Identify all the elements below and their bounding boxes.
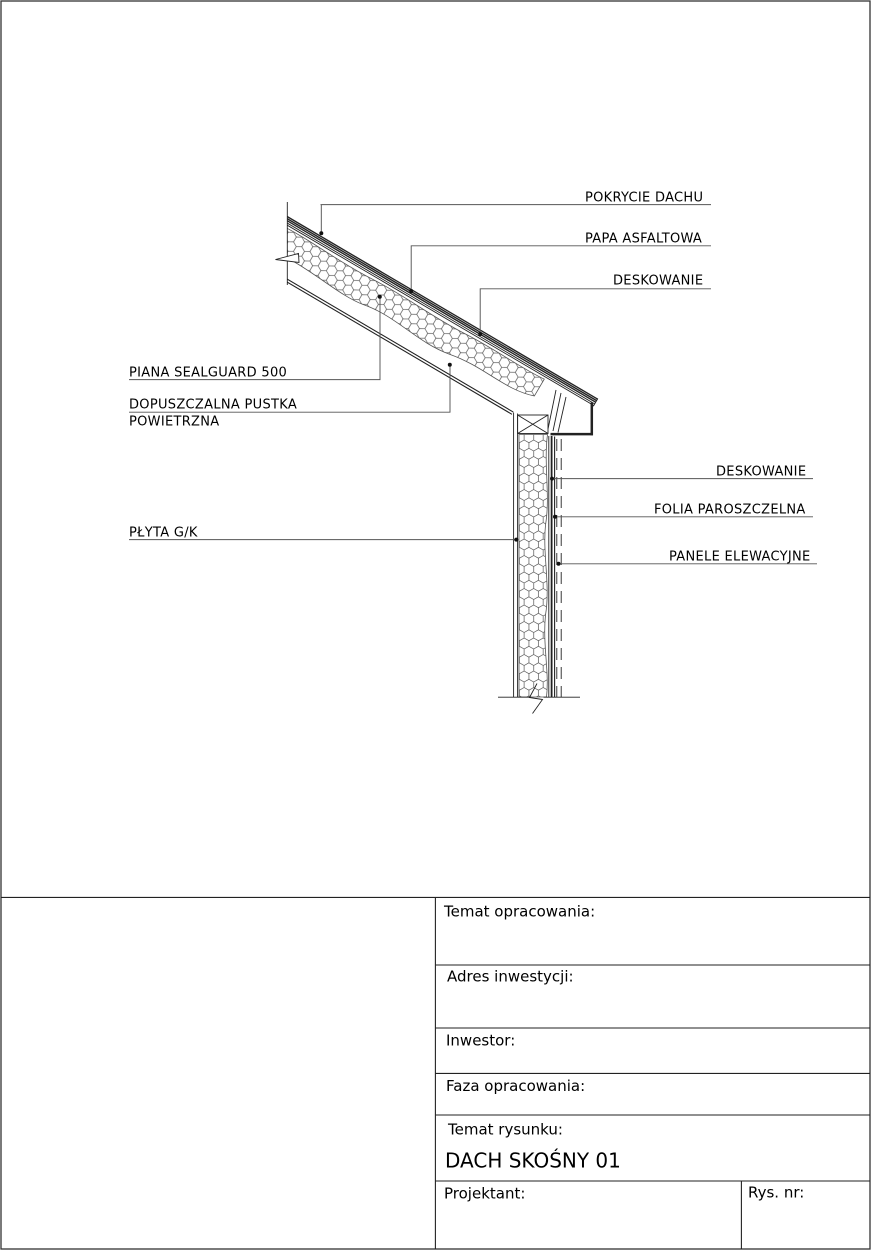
roof-covering-line-2 [281,215,596,401]
callout-folia-paroszczelna [553,503,813,519]
titleblock-temat-rysunku: Temat rysunku: [448,1120,563,1139]
leader-dot [550,477,554,481]
wall-foam-insulation [519,435,548,698]
leader-dot [319,231,323,235]
titleblock-faza-opracowania: Faza opracowania: [446,1077,586,1095]
callout-deskowanie-roof [478,274,711,337]
callout-piana-sealguard [129,295,382,381]
callout-label-folia: FOLIA PAROSZCZELNA [654,502,806,518]
roof-ceiling-board-line-1 [255,260,514,412]
wall-top-plate [518,415,548,434]
drawing-title: DACH SKOŚNY 01 [445,1148,621,1173]
callout-pokrycie-dachu [319,191,711,236]
titleblock-projektant: Projektant: [444,1184,526,1203]
roof-foam-insulation [262,222,544,404]
callout-label-pustka-2: POWIETRZNA [129,414,220,430]
leader-dot [514,538,518,542]
leader-dot [557,562,561,566]
title-block [1,897,870,1249]
roof-covering-line-3 [280,217,595,403]
callout-label-pokrycie: POKRYCIE DACHU [585,190,704,206]
leader-dot [553,515,557,519]
rafter-end-hatch [548,390,566,433]
callout-deskowanie-wall [550,465,813,481]
callout-label-pustka-1: DOPUSZCZALNA PUSTKA [129,397,298,413]
titleblock-adres-inwestycji: Adres inwestycji: [447,967,574,986]
callout-label-deskowanie-wall: DESKOWANIE [716,464,807,480]
titleblock-rys-nr: Rys. nr: [748,1183,805,1202]
titleblock-temat-opracowania: Temat opracowania: [444,902,596,921]
callout-plyta-gk [129,526,518,542]
callout-label-papa: PAPA ASFALTOWA [585,231,703,247]
callout-panele-elewacyjne [557,550,818,566]
callout-label-piana: PIANA SEALGUARD 500 [129,365,288,381]
wall-assembly [514,390,566,697]
callout-label-deskowanie-roof: DESKOWANIE [613,273,704,289]
leader-dot [378,295,382,299]
roof-boarding-line [278,220,593,406]
callout-label-panele: PANELE ELEWACYJNE [669,549,811,565]
callout-label-plyta: PŁYTA G/K [129,525,198,541]
leader-dot [478,332,482,336]
leader-dot [409,289,413,293]
titleblock-inwestor: Inwestor: [446,1031,516,1050]
leader-dot [448,363,452,367]
